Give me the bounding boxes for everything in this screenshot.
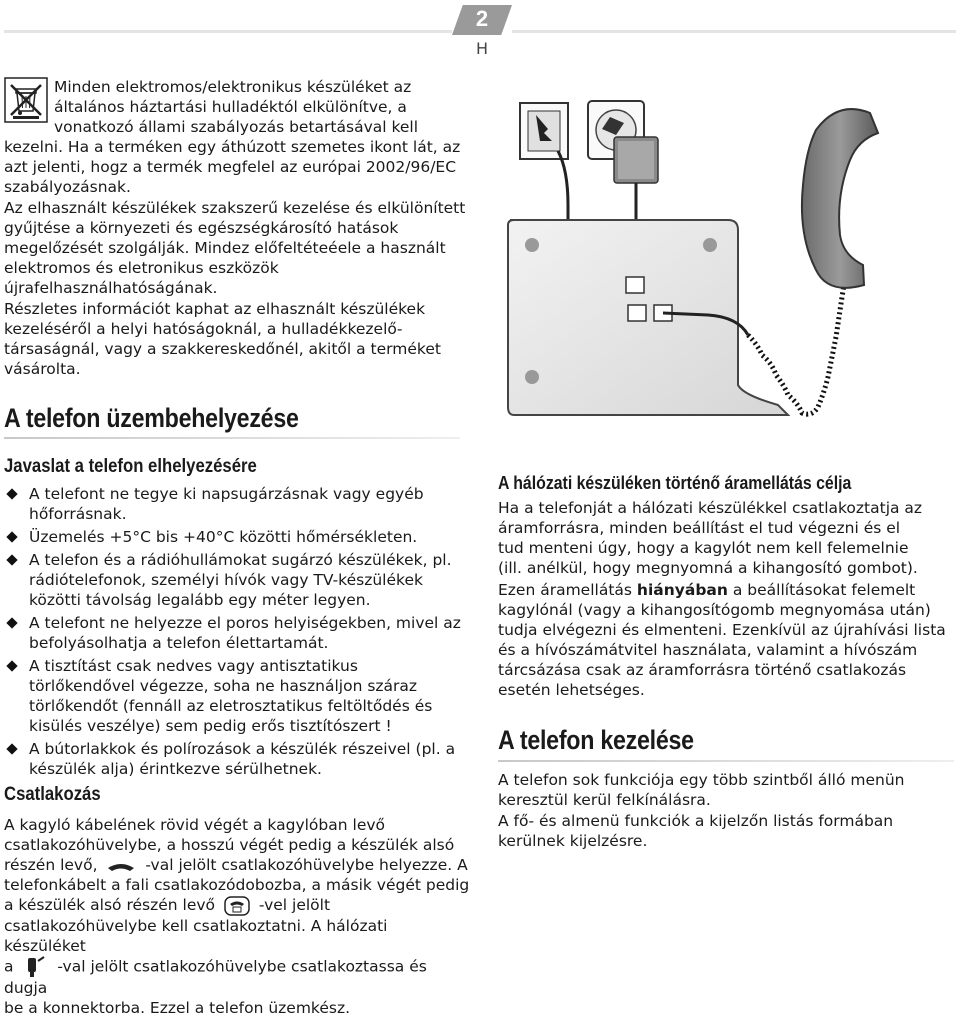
placement-bullet-text: A tisztítást csak nedves vagy antisztatikus törlőkendővel végezze, soha ne használjon száraz törlőkendőt (fennáll az eletrosztatikus feltöltődés és kisülés veszélye) sem pedig erős tisztítószert ! [29,657,433,735]
bullet-diamond-icon [6,554,17,565]
connection-line: csatlakozóhüvelybe kell csatlakoztatni. A hálózati készüléket [4,916,388,955]
header-rule-right [512,30,956,33]
placement-bullet-text: A telefon és a rádióhullámokat sugárzó készülékek, pl. rádiótelefonok, személyi hívók vagy TV-készülékek közötti távolság legalább egy méter legyen. [29,551,452,609]
handset-socket-icon [106,859,136,873]
connection-heading: Csatlakozás [4,784,101,805]
bullet-diamond-icon [6,660,17,671]
operation-paragraph-2: A fő- és almenü funkciók a kijelzőn listás formában kerülnek kijelzésre. [498,812,894,850]
section-title-rule [4,437,460,439]
connection-line: telefonkábelt a fali csatlakozódobozba, a másik végét pedig [4,876,470,894]
placement-bullet-text: A telefont ne helyezze el poros helyiségekben, mivel az befolyásolhatja a telefon élettartamát. [29,614,461,652]
placement-heading: Javaslat a telefon elhelyezésére [4,456,257,477]
connection-line: be a konnektorba. Ezzel a telefon üzemkész. [4,998,351,1017]
weee-p1-line: azt jelenti, hogz a termék megfelel az európai 2002/96/EC [4,158,457,176]
placement-bullet [4,613,466,653]
weee-paragraph-2: Az elhasznált készülékek szakszerű kezelése és elkülönített gyűjtése a környezeti és egészségkárosító hatások megelőzését szolgálják. Mindez előfeltéteéele a használt elektromos és eletronikus eszközök újrafelhasználhatóságának. [4,199,466,297]
page-tab [452,5,512,61]
connection-text: a készülék alsó részén levő [4,896,216,914]
connection-line [4,956,474,998]
placement-bullet [4,527,466,547]
connection-text: -val jelölt csatlakozóhüvelybe csatlakoztassa és dugja [4,957,427,997]
handset [802,109,878,288]
weee-paragraph-1 [4,77,474,197]
weee-p1-line: általános háztartási hulladéktól elkülönítve, a [54,98,407,116]
weee-p1-line: kezelni. Ha a terméken egy áthúzott szemetes ikont lát, az [4,138,461,156]
section-title: A telefon üzembehelyezése [4,403,299,433]
power-plug-icon [22,956,48,978]
coiled-cord [748,267,847,414]
weee-paragraph-3 [4,299,474,379]
weee-p3-line: társaságnál, vagy a szakkereskedőnél, akitől a terméket [4,340,441,358]
operation-title: A telefon kezelése [498,725,694,755]
power-p2-text: Ezen áramellátás [498,581,637,599]
connection-text: részén levő, [4,856,98,874]
weee-p3-line: Részletes információt kaphat az elhasznált készülékek [4,300,426,318]
connection-text: a [4,957,14,975]
placement-bullet [4,484,466,524]
phone-connection-illustration [498,85,954,450]
bullet-diamond-icon [6,743,17,754]
weee-p1-line: szabályozásnak. [4,178,131,196]
placement-bullet [4,550,466,610]
power-paragraph-2 [498,580,956,700]
phone-base [508,220,788,415]
connection-line [4,895,474,916]
connection-line [4,855,474,875]
operation-title-rule [498,760,954,762]
weee-p3-line: vásárolta. [4,360,81,378]
power-p2-text: a beállításokat felemelt kagylónál (vagy a kihangosítógomb megnyomása után) tudja elvégezni és elmenteni. Ezenkívül az újrahívási lista és a hívószámátvitel használata, valamint a hívószám tárcsázása csak az áramforrásra történő csatlakozás esetén lehetséges. [498,581,946,699]
operation-paragraph-1: A telefon sok funkciója egy több szintből álló menün keresztül kerül felkínálásra. [498,771,905,809]
bullet-diamond-icon [6,531,17,542]
placement-bullet [4,739,466,779]
connection-line: csatlakozóhüvelybe, a hosszú végét pedig a készülék alsó [4,836,455,854]
connection-line: A kagyló kábelének rövid végét a kagylóban levő [4,816,386,834]
page-number: 2 [475,6,489,31]
weee-p1-line: Minden elektromos/elektronikus készüléket az [54,78,412,96]
bullet-diamond-icon [6,488,17,499]
bullet-diamond-icon [6,617,17,628]
connection-paragraph [4,815,474,1018]
power-heading: A hálózati készüléken történő áramellátás célja [498,473,852,493]
connection-text: -vel jelölt [258,896,331,914]
language-code: H [475,39,489,58]
placement-list [4,484,466,782]
placement-bullet [4,656,466,736]
telephone-socket-icon [224,896,250,916]
power-p2-emphasis: hiányában [636,581,728,599]
header-rule-left [4,30,452,33]
connection-text: -val jelölt csatlakozóhüvelybe helyezze. A [145,856,468,874]
placement-bullet-text: A bútorlakkok és polírozások a készülék részeivel (pl. a készülék alja) érintkezve sérülhetnek. [29,740,456,778]
power-paragraph-1: Ha a telefonját a hálózati készülékkel csatlakoztatja az áramforrásra, minden beállítást el tud végezni és el tud menteni úgy, hogy a kagylót nem kell felemelnie (ill. anélkül, hogy megnyomná a kihangosító gombot). [498,499,923,577]
weee-p1-line: vonatkozó állami szabályozás betartásával kell [54,118,419,136]
placement-bullet-text: Üzemelés +5°C bis +40°C közötti hőmérsékleten. [29,528,418,546]
weee-p3-line: kezeléséről a helyi hatóságoknál, a hulladékkezelő- [4,320,403,338]
placement-bullet-text: A telefont ne tegye ki napsugárzásnak vagy egyéb hőforrásnak. [29,485,424,523]
